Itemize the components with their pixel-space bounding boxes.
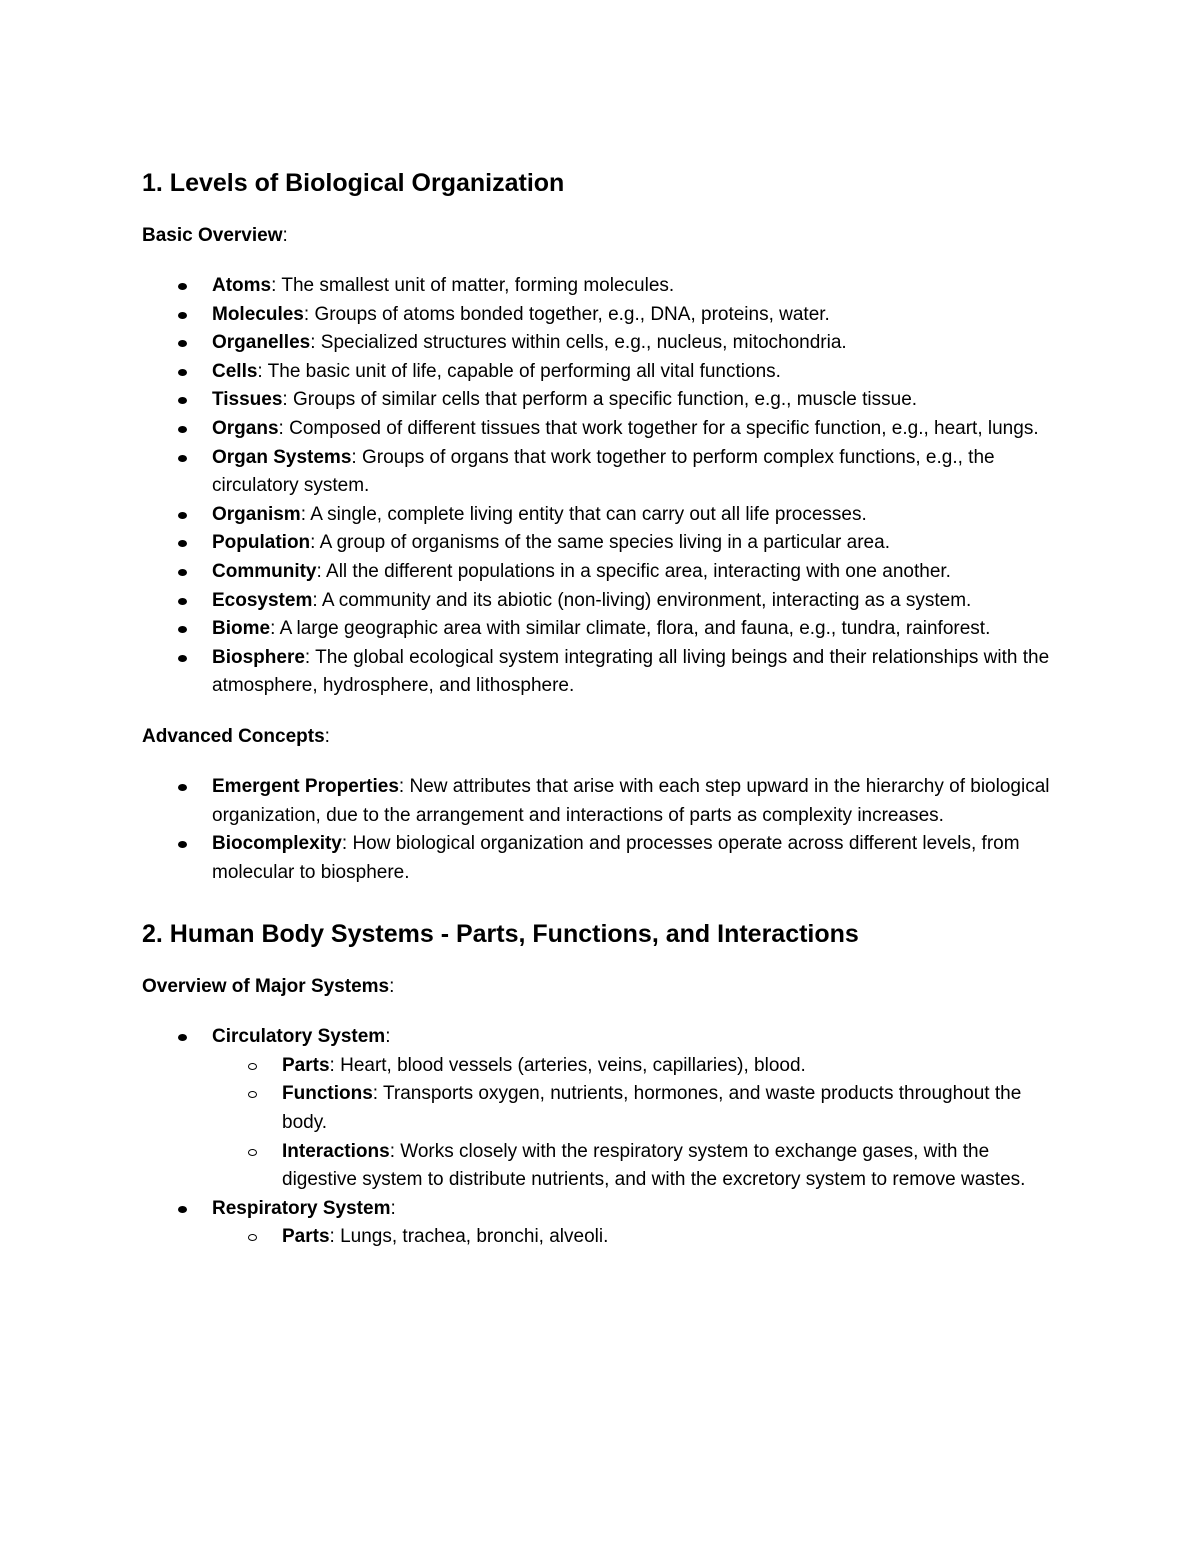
list-item: Molecules: Groups of atoms bonded together, e.g., DNA, proteins, water. bbox=[212, 301, 1060, 330]
list-item: Parts: Heart, blood vessels (arteries, veins, capillaries), blood. bbox=[282, 1052, 1060, 1081]
list-item: Interactions: Works closely with the respiratory system to exchange gases, with the digestive system to distribute nutrients, and with the excretory system to remove wastes. bbox=[282, 1138, 1060, 1195]
advanced-concepts-label: Advanced Concepts: bbox=[142, 725, 330, 747]
list-item: Emergent Properties: New attributes that arise with each step upward in the hierarchy of biological organization, due to the arrangement and interactions of parts as complexity increases. bbox=[212, 773, 1060, 830]
bullet-icon bbox=[178, 426, 187, 433]
section-1-heading: 1. Levels of Biological Organization bbox=[142, 169, 565, 197]
list-item: Biocomplexity: How biological organization and processes operate across different levels, from molecular to biosphere. bbox=[212, 830, 1060, 887]
system-item-circulatory: Circulatory System: Parts: Heart, blood vessels (arteries, veins, capillaries), blood. Functions: Transports oxygen, nutrients, hormones, and waste products throughout the body. Interactions: Works closely with the respiratory system to exchange gases, with the digestive system to distribute nutrients, and with the excretory system to remove wastes. bbox=[212, 1023, 1060, 1195]
bullet-icon bbox=[178, 540, 187, 547]
list-item: Atoms: The smallest unit of matter, forming molecules. bbox=[212, 272, 1060, 301]
list-item: Community: All the different populations in a specific area, interacting with one another. bbox=[212, 558, 1060, 587]
list-item: Organs: Composed of different tissues that work together for a specific function, e.g., heart, lungs. bbox=[212, 415, 1060, 444]
basic-overview-label: Basic Overview: bbox=[142, 225, 288, 246]
list-item: Organism: A single, complete living entity that can carry out all life processes. bbox=[212, 501, 1060, 530]
bullet-icon bbox=[178, 369, 187, 376]
bullet-icon bbox=[178, 1206, 187, 1213]
list-item: Parts: Lungs, trachea, bronchi, alveoli. bbox=[282, 1223, 1060, 1252]
bullet-icon bbox=[178, 312, 187, 319]
list-item: Biome: A large geographic area with similar climate, flora, and fauna, e.g., tundra, rainforest. bbox=[212, 615, 1060, 644]
bullet-icon bbox=[178, 397, 187, 404]
basic-overview-list bbox=[142, 272, 1060, 701]
bullet-icon bbox=[178, 598, 187, 605]
hollow-bullet-icon bbox=[248, 1063, 257, 1070]
list-item: Organelles: Specialized structures within cells, e.g., nucleus, mitochondria. bbox=[212, 329, 1060, 358]
advanced-concepts-list bbox=[142, 773, 1060, 887]
hollow-bullet-icon bbox=[248, 1234, 257, 1241]
bullet-icon bbox=[178, 283, 187, 290]
bullet-icon bbox=[178, 841, 187, 848]
system-item-respiratory: Respiratory System: Parts: Lungs, trachea, bronchi, alveoli. bbox=[212, 1195, 1060, 1252]
list-item: Population: A group of organisms of the same species living in a particular area. bbox=[212, 529, 1060, 558]
body-systems-list bbox=[142, 1023, 1060, 1252]
list-item: Ecosystem: A community and its abiotic (non-living) environment, interacting as a system. bbox=[212, 587, 1060, 616]
list-item: Cells: The basic unit of life, capable of performing all vital functions. bbox=[212, 358, 1060, 387]
bullet-icon bbox=[178, 512, 187, 519]
bullet-icon bbox=[178, 1034, 187, 1041]
respiratory-details-list bbox=[212, 1223, 1060, 1252]
list-item: Functions: Transports oxygen, nutrients, hormones, and waste products throughout the body. bbox=[282, 1080, 1060, 1137]
list-item: Tissues: Groups of similar cells that perform a specific function, e.g., muscle tissue. bbox=[212, 386, 1060, 415]
list-item: Biosphere: The global ecological system integrating all living beings and their relationships with the atmosphere, hydrosphere, and lithosphere. bbox=[212, 644, 1060, 701]
bullet-icon bbox=[178, 340, 187, 347]
bullet-icon bbox=[178, 569, 187, 576]
bullet-icon bbox=[178, 626, 187, 633]
circulatory-details-list bbox=[212, 1052, 1060, 1195]
bullet-icon bbox=[178, 784, 187, 791]
overview-major-systems-label: Overview of Major Systems: bbox=[142, 976, 395, 998]
bullet-icon bbox=[178, 655, 187, 662]
bullet-icon bbox=[178, 455, 187, 462]
section-2-heading: 2. Human Body Systems - Parts, Functions, and Interactions bbox=[142, 920, 859, 949]
hollow-bullet-icon bbox=[248, 1091, 257, 1098]
list-item: Organ Systems: Groups of organs that work together to perform complex functions, e.g., the circulatory system. bbox=[212, 444, 1060, 501]
hollow-bullet-icon bbox=[248, 1149, 257, 1156]
